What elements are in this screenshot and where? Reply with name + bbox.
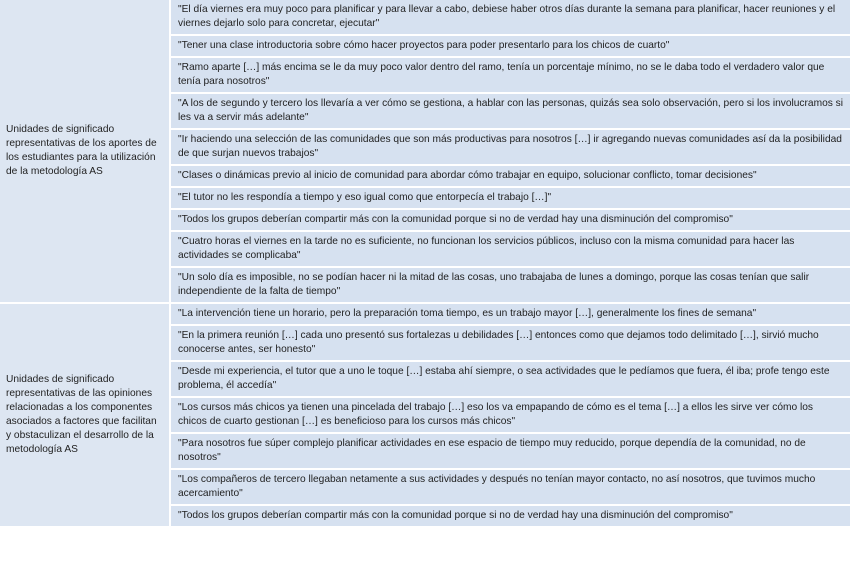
quote-cell: "Los compañeros de tercero llegaban netamente a sus actividades y después no tenían mayor contacto, no así nosotros, que tuvimos mucho acercamiento"	[170, 469, 850, 505]
quote-cell: "Clases o dinámicas previo al inicio de comunidad para abordar cómo trabajar en equipo, solucionar conflicto, tomar decisiones"	[170, 165, 850, 187]
quote-cell: "Tener una clase introductoria sobre cómo hacer proyectos para poder presentarlo para los chicos de cuarto"	[170, 35, 850, 57]
quote-cell: "Para nosotros fue súper complejo planificar actividades en ese espacio de tiempo muy reducido, porque dependía de la comunidad, no de nosotros"	[170, 433, 850, 469]
quote-cell: "La intervención tiene un horario, pero la preparación toma tiempo, es un trabajo mayor […], generalmente los fines de semana"	[170, 303, 850, 325]
quote-cell: "En la primera reunión […] cada uno presentó sus fortalezas u debilidades […] entonces como que dejamos todo delimitado […], sirvió mucho conocerse antes, ser honesto"	[170, 325, 850, 361]
quote-cell: "Todos los grupos deberían compartir más con la comunidad porque si no de verdad hay una disminución del compromiso"	[170, 505, 850, 527]
category-cell-aportes: Unidades de significado representativas de los aportes de los estudiantes para la utilización de la metodología AS	[0, 0, 170, 303]
quote-cell: "El día viernes era muy poco para planificar y para llevar a cabo, debiese haber otros días durante la semana para planificar, hacer reuniones y el viernes dejarlo solo para concretar, ejecutar"	[170, 0, 850, 35]
quote-cell: "Ir haciendo una selección de las comunidades que son más productivas para nosotros […] ir agregando nuevas comunidades así da la posibilidad de que surjan nuevos trabajos"	[170, 129, 850, 165]
table-row	[0, 303, 850, 325]
quote-cell: "Ramo aparte […] más encima se le da muy poco valor dentro del ramo, tenía un porcentaje mínimo, no se le daba todo el verdadero valor que tenía para nosotros"	[170, 57, 850, 93]
quote-cell: "Desde mi experiencia, el tutor que a uno le toque […] estaba ahí siempre, o sea actividades que le pedíamos que fuera, él iba; profe tengo este problema, él accedía"	[170, 361, 850, 397]
quote-cell: "Un solo día es imposible, no se podían hacer ni la mitad de las cosas, uno trabajaba de lunes a domingo, porque las cosas tenían que salir independiente de la falta de tiempo"	[170, 267, 850, 303]
table-row	[0, 0, 850, 35]
quote-cell: "Los cursos más chicos ya tienen una pincelada del trabajo […] eso los va empapando de cómo es el tema […] a ellos les sirve ver cómo los chicos de cuarto gestionan […] es beneficioso para los cursos más chicos"	[170, 397, 850, 433]
quote-cell: "El tutor no les respondía a tiempo y eso igual como que entorpecía el trabajo […]"	[170, 187, 850, 209]
quote-cell: "A los de segundo y tercero los llevaría a ver cómo se gestiona, a hablar con las personas, quizás sea solo observación, pero si los involucramos si les va a servir más adelante"	[170, 93, 850, 129]
category-cell-opiniones: Unidades de significado representativas de las opiniones relacionadas a los componentes asociados a factores que facilitan y obstaculizan el desarrollo de la metodología AS	[0, 303, 170, 527]
quote-cell: "Cuatro horas el viernes en la tarde no es suficiente, no funcionan los servicios públicos, incluso con la misma comunidad para hacer las actividades se complicaba"	[170, 231, 850, 267]
quote-cell: "Todos los grupos deberían compartir más con la comunidad porque si no de verdad hay una disminución del compromiso"	[170, 209, 850, 231]
